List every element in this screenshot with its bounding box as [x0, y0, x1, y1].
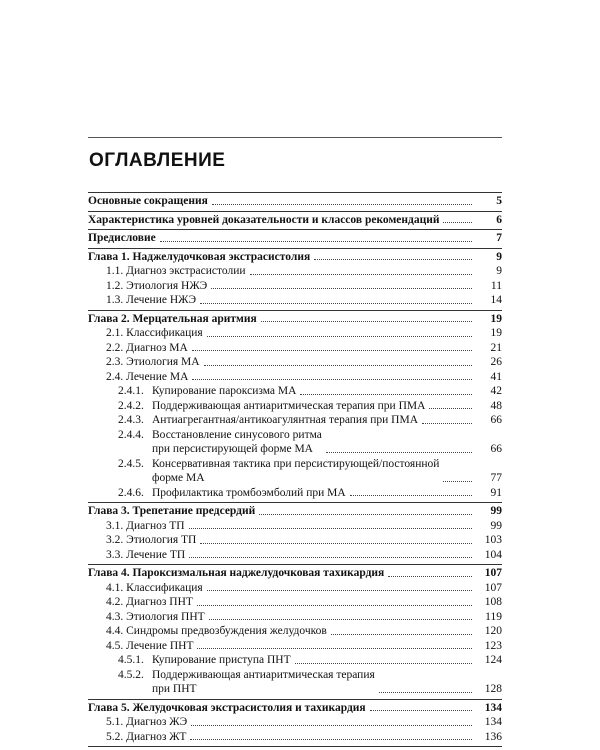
toc-entry[interactable]	[88, 624, 502, 639]
toc-page-number: 108	[484, 596, 502, 608]
leader-dots	[379, 692, 472, 693]
toc-section	[88, 249, 502, 311]
leader-dots	[300, 394, 472, 395]
toc-entry-title: Глава 3. Трепетание предсердий	[88, 505, 256, 517]
toc-page-number: 107	[484, 581, 502, 594]
toc-page-number: 99	[490, 505, 502, 517]
leader-dots	[211, 288, 472, 289]
toc-entry-number: 2.4.5.	[118, 457, 144, 470]
toc-page-number: 103	[484, 534, 502, 546]
toc-entry-line: Профилактика тромбоэмболий при МА	[152, 486, 346, 499]
toc-entry-title: 2.2. Диагноз МА	[106, 341, 188, 354]
toc-entry[interactable]	[88, 264, 502, 279]
toc-entry-title	[118, 653, 291, 668]
toc-entry-title: Основные сокращения	[88, 195, 208, 207]
toc-entry-text	[152, 384, 296, 399]
toc-entry[interactable]	[88, 548, 502, 563]
toc-entry-continuation: форме МА	[152, 472, 205, 484]
leader-dots	[314, 259, 472, 260]
toc-page-number: 120	[484, 625, 502, 637]
leader-dots	[388, 576, 472, 577]
toc-entry-title: 3.2. Этиология ТП	[106, 534, 197, 546]
leader-dots	[197, 648, 472, 649]
toc-entry[interactable]	[88, 213, 502, 228]
leader-dots	[200, 543, 472, 544]
toc-entry-title: 1.2. Этиология НЖЭ	[106, 279, 208, 292]
toc-entry-title	[118, 668, 375, 697]
toc-entry-title: 4.3. Этиология ПНТ	[106, 610, 205, 623]
leader-dots	[212, 204, 472, 205]
toc-page-number: 7	[496, 232, 502, 244]
toc-entry[interactable]	[88, 413, 502, 428]
toc-entry[interactable]	[88, 428, 502, 457]
toc-entry-number: 2.4.6.	[118, 486, 144, 499]
toc-page-number: 134	[484, 701, 502, 714]
toc-section	[88, 212, 502, 231]
toc-page-number: 5	[496, 195, 502, 207]
toc-entry[interactable]	[88, 595, 502, 610]
toc-entry-title: 5.2. Диагноз ЖТ	[106, 730, 187, 743]
toc-entry[interactable]	[88, 486, 502, 501]
toc-entry-title: 5.1. Диагноз ЖЭ	[106, 716, 188, 728]
toc-entry-line: Купирование пароксизма МА	[152, 385, 297, 397]
leader-dots	[200, 303, 472, 304]
toc-page-number: 91	[490, 486, 502, 499]
toc-entry-title: 4.1. Классификация	[106, 581, 203, 594]
toc-page-number: 6	[496, 213, 502, 226]
toc-entry-title: Характеристика уровней доказательности и классов рекомендаций	[88, 213, 440, 226]
toc-entry[interactable]	[88, 457, 502, 486]
toc-page-number: 66	[490, 414, 502, 426]
toc-entry-title: 4.4. Синдромы предвозбуждения желудочков	[106, 625, 327, 637]
leader-dots	[192, 350, 472, 351]
toc-page-number: 48	[490, 399, 502, 412]
page-title: ОГЛАВЛЕНИЕ	[89, 150, 226, 171]
toc-entry[interactable]	[88, 370, 502, 385]
leader-dots	[443, 222, 472, 223]
toc-entry-number: 2.4.1.	[118, 385, 144, 397]
leader-dots	[326, 452, 472, 453]
toc-entry-text	[152, 668, 375, 697]
toc-entry[interactable]	[88, 581, 502, 596]
toc-entry-title	[118, 428, 322, 457]
toc-entry-text	[152, 486, 346, 501]
toc-entry[interactable]	[88, 384, 502, 399]
toc-entry[interactable]	[88, 194, 502, 209]
toc-page-number: 119	[485, 610, 502, 623]
toc-section	[88, 230, 502, 249]
toc-entry[interactable]	[88, 399, 502, 414]
toc-page-number: 19	[490, 327, 502, 339]
toc-page-number: 14	[490, 294, 502, 306]
toc-entry[interactable]	[88, 715, 502, 730]
toc-entry-line: Консервативная тактика при персистирующей/постоянной	[152, 457, 440, 470]
toc-entry-text	[152, 428, 322, 457]
leader-dots	[160, 241, 472, 242]
toc-entry-title: 4.2. Диагноз ПНТ	[106, 596, 193, 608]
toc-page-number: 134	[484, 716, 502, 728]
leader-dots	[443, 481, 472, 482]
toc-entry-number: 2.4.2.	[118, 399, 144, 412]
toc-entry[interactable]	[88, 701, 502, 716]
leader-dots	[189, 528, 472, 529]
leader-dots	[190, 739, 472, 740]
toc-entry-line: Поддерживающая антиаритмическая терапия при ПМА	[152, 399, 426, 412]
toc-entry-line: Купирование приступа ПНТ	[152, 654, 291, 666]
toc-entry[interactable]	[88, 341, 502, 356]
toc-entry[interactable]	[88, 293, 502, 308]
leader-dots	[204, 365, 472, 366]
leader-dots	[197, 605, 472, 606]
toc-entry-title	[118, 486, 346, 501]
toc-page-number: 136	[484, 730, 502, 743]
toc-entry[interactable]	[88, 231, 502, 246]
toc-entry-line: Антиагрегантная/антикоагулянтная терапия при ПМА	[152, 414, 419, 426]
leader-dots	[261, 321, 472, 322]
toc-page-number: 9	[496, 250, 502, 263]
toc-entry-continuation: при ПНТ	[152, 683, 197, 695]
leader-dots	[331, 634, 472, 635]
leader-dots	[192, 379, 472, 380]
toc-entry-text	[152, 413, 418, 428]
toc-entry[interactable]	[88, 653, 502, 668]
toc-entry-title: 3.1. Диагноз ТП	[106, 519, 185, 532]
toc-page-number: 99	[490, 519, 502, 532]
toc-entry-title: 2.3. Этиология МА	[106, 356, 200, 368]
toc-entry-number: 4.5.2.	[118, 668, 144, 681]
toc-page-number: 123	[484, 639, 502, 652]
leader-dots	[422, 423, 472, 424]
toc-entry-title: Глава 2. Мерцательная аритмия	[88, 312, 257, 325]
toc-entry-number: 2.4.4.	[118, 428, 144, 441]
toc-entry-title: Глава 4. Пароксизмальная наджелудочковая тахикардия	[88, 567, 385, 579]
toc-entry-title: Глава 5. Желудочковая экстрасистолия и тахикардия	[88, 701, 366, 714]
toc-page-number: 104	[484, 548, 502, 561]
toc-entry-line: Поддерживающая антиаритмическая терапия	[152, 668, 375, 681]
toc-entry-title: 2.1. Классификация	[106, 327, 203, 339]
toc-page-number: 11	[490, 279, 502, 292]
toc-entry-title: 3.3. Лечение ТП	[106, 548, 186, 561]
leader-dots	[209, 619, 472, 620]
toc-entry-title: Глава 1. Наджелудочковая экстрасистолия	[88, 250, 311, 263]
toc-page-number: 124	[484, 654, 502, 666]
toc-page-number: 42	[490, 385, 502, 397]
toc-entry[interactable]	[88, 610, 502, 625]
toc-entry-title: 1.1. Диагноз экстрасистолии	[106, 265, 246, 277]
toc-entry[interactable]	[88, 519, 502, 534]
toc-entry-title: Предисловие	[88, 232, 156, 244]
toc-entry-number: 4.5.1.	[118, 654, 144, 666]
toc-section	[88, 311, 502, 504]
leader-dots	[191, 725, 472, 726]
toc-entry[interactable]	[88, 639, 502, 654]
leader-dots	[250, 274, 472, 275]
toc-entry-line: Восстановление синусового ритма	[152, 428, 322, 441]
toc-section	[88, 700, 502, 748]
toc-entry[interactable]	[88, 730, 502, 745]
leader-dots	[295, 663, 472, 664]
toc-entry-text	[152, 653, 291, 668]
toc-entry-title	[118, 457, 439, 486]
toc-section	[88, 565, 502, 700]
toc-entry-title: 1.3. Лечение НЖЭ	[106, 294, 197, 306]
toc-entry-title: 2.4. Лечение МА	[106, 370, 189, 383]
toc-entry-continuation: при персистирующей форме МА	[152, 443, 313, 455]
toc-page-number: 19	[490, 312, 502, 325]
toc-page-number: 77	[490, 472, 502, 484]
leader-dots	[350, 495, 472, 496]
toc-page-number: 66	[490, 443, 502, 455]
toc-section	[88, 503, 502, 565]
leader-dots	[429, 408, 472, 409]
toc-entry-title	[118, 399, 425, 414]
leader-dots	[207, 590, 472, 591]
toc-entry[interactable]	[88, 250, 502, 265]
toc-entry[interactable]	[88, 279, 502, 294]
toc-page-number: 41	[490, 370, 502, 383]
toc-page-number: 128	[484, 683, 502, 695]
table-of-contents	[88, 192, 502, 747]
top-rule	[88, 137, 502, 138]
toc-page-number: 107	[484, 567, 502, 579]
toc-entry[interactable]	[88, 668, 502, 697]
toc-entry[interactable]	[88, 504, 502, 519]
toc-entry-title: 4.5. Лечение ПНТ	[106, 639, 194, 652]
toc-section	[88, 193, 502, 212]
toc-entry[interactable]	[88, 533, 502, 548]
toc-entry-text	[152, 399, 425, 414]
toc-entry[interactable]	[88, 312, 502, 327]
toc-entry-text	[152, 457, 439, 486]
toc-entry-title	[118, 384, 296, 399]
leader-dots	[207, 336, 472, 337]
toc-entry[interactable]	[88, 355, 502, 370]
leader-dots	[259, 514, 472, 515]
toc-entry[interactable]	[88, 566, 502, 581]
leader-dots	[370, 710, 472, 711]
leader-dots	[189, 557, 472, 558]
toc-entry[interactable]	[88, 326, 502, 341]
toc-entry-title	[118, 413, 418, 428]
toc-page-number: 9	[496, 265, 502, 277]
toc-page-number: 21	[490, 341, 502, 354]
toc-entry-number: 2.4.3.	[118, 414, 144, 426]
toc-page-number: 26	[490, 356, 502, 368]
